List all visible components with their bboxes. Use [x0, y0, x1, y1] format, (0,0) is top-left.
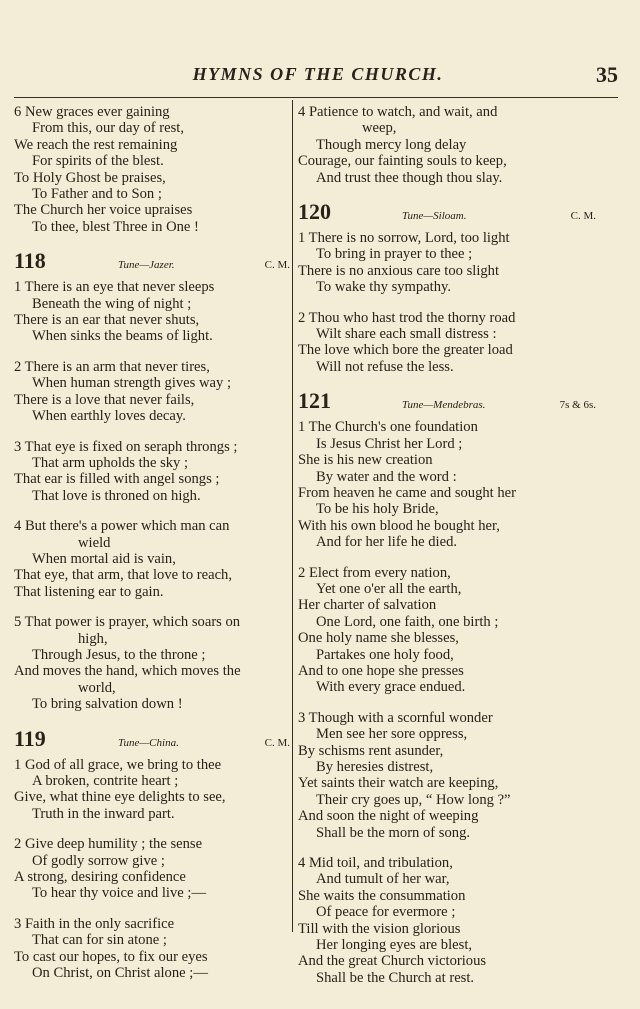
stanza-first-line: 6 New graces ever gaining	[14, 104, 170, 120]
verse-line: world,	[78, 679, 116, 696]
stanza	[14, 916, 290, 982]
verse-line: One Lord, one faith, one birth ;	[316, 613, 499, 630]
stanza-first-line: 4 But there's a power which man can	[14, 518, 230, 535]
verse-line: To cast our hopes, to fix our eyes	[14, 948, 208, 965]
verse-line: And for her life he died.	[316, 534, 458, 551]
verse-line: There is no anxious care too slight	[298, 262, 500, 279]
verse-line: Is Jesus Christ her Lord ;	[316, 435, 463, 452]
verse-line: To Father and to Son ;	[32, 186, 162, 203]
hymn-meter: C. M.	[264, 259, 290, 272]
verse-line: high,	[78, 630, 108, 647]
stanza	[14, 359, 290, 425]
stanza-first-line: 3 Though with a scornful wonder	[298, 709, 493, 726]
stanza	[14, 104, 290, 235]
verse-line: With every grace endued.	[316, 679, 466, 696]
verse-line: When sinks the beams of light.	[32, 328, 213, 345]
column-divider	[292, 100, 293, 932]
verse-line: On Christ, on Christ alone ;—	[32, 965, 208, 982]
left-column	[14, 104, 290, 995]
verse-line: Give, what thine eye delights to see,	[14, 789, 226, 806]
verse-line: Beneath the wing of night ;	[32, 295, 192, 312]
verse-line: To bring in prayer to thee ;	[316, 246, 473, 263]
verse-line: Shall be the Church at rest.	[316, 969, 475, 986]
verse-line: To be his holy Bride,	[316, 501, 439, 518]
verse-line: That ear is filled with angel songs ;	[14, 471, 220, 488]
verse-line: The Church her voice upraises	[14, 202, 193, 219]
right-column	[298, 104, 596, 1000]
verse-line: Men see her sore oppress,	[316, 726, 468, 743]
verse-line: Her longing eyes are blest,	[316, 937, 473, 954]
stanza-first-line: 4 Mid toil, and tribulation,	[298, 855, 453, 872]
verse-line: Their cry goes up, “ How long ?”	[316, 791, 511, 808]
hymn-meter: C. M.	[264, 736, 290, 749]
stanza	[14, 439, 290, 505]
verse-line: And the great Church victorious	[298, 953, 487, 970]
hymn-tune: Tune—Mendebras.	[402, 399, 486, 412]
verse-line: That listening ear to gain.	[14, 583, 164, 600]
verse-line: Yet one o'er all the earth,	[316, 580, 462, 597]
verse-line: Truth in the inward part.	[32, 805, 175, 822]
verse-line: To thee, blest Three in One !	[32, 218, 199, 235]
verse-line: weep,	[362, 120, 397, 137]
stanza-first-line: 5 That power is prayer, which soars on	[14, 614, 241, 631]
stanza	[298, 710, 596, 841]
verse-line: When earthly loves decay.	[32, 408, 186, 425]
verse-line: There is an ear that never shuts,	[14, 312, 200, 329]
verse-line: That can for sin atone ;	[32, 932, 167, 949]
verse-line: She waits the consummation	[298, 887, 466, 904]
stanza	[298, 310, 596, 376]
header-rule	[14, 97, 618, 98]
page-header	[18, 62, 618, 92]
stanza	[14, 279, 290, 345]
stanza-first-line: 1 The Church's one foundation	[298, 419, 478, 436]
hymn-header	[14, 727, 290, 751]
verse-line: That love is throned on high.	[32, 487, 201, 504]
verse-line: Courage, our fainting souls to keep,	[298, 153, 507, 170]
hymn-tune: Tune—Jazer.	[118, 259, 175, 272]
verse-line: From this, our day of rest,	[32, 120, 185, 137]
stanza-first-line: 1 There is no sorrow, Lord, too light	[298, 230, 510, 247]
verse-line: She is his new creation	[298, 452, 433, 469]
verse-line: Wilt share each small distress :	[316, 326, 497, 343]
stanza	[298, 230, 596, 296]
hymn-header	[14, 249, 290, 273]
hymn-header	[298, 389, 596, 413]
stanza	[14, 757, 290, 823]
verse-line: A strong, desiring confidence	[14, 869, 186, 886]
verse-line: Through Jesus, to the throne ;	[32, 646, 206, 663]
stanza-first-line: 2 Elect from every nation,	[298, 564, 451, 581]
page-number: 35	[596, 62, 618, 87]
verse-line: One holy name she blesses,	[298, 630, 459, 647]
verse-line: And trust thee though thou slay.	[316, 169, 503, 186]
verse-line: By schisms rent asunder,	[298, 742, 444, 759]
verse-line: That arm upholds the sky ;	[32, 454, 189, 471]
verse-line: And soon the night of weeping	[298, 808, 479, 825]
stanza	[14, 614, 290, 712]
verse-line: To Holy Ghost be praises,	[14, 169, 166, 186]
verse-line: With his own blood he bought her,	[298, 517, 500, 534]
stanza-first-line: 2 Give deep humility ; the sense	[14, 836, 203, 853]
verse-line: Shall be the morn of song.	[316, 824, 471, 841]
verse-line: When human strength gives way ;	[32, 375, 231, 392]
stanza-first-line: 4 Patience to watch, and wait, and	[298, 104, 498, 120]
stanza-first-line: 2 Thou who hast trod the thorny road	[298, 309, 516, 326]
stanza	[14, 836, 290, 902]
hymn-meter: 7s & 6s.	[559, 399, 596, 412]
hymn-tune: Tune—China.	[118, 736, 179, 749]
verse-line: From heaven he came and sought her	[298, 484, 517, 501]
stanza-first-line: 3 That eye is fixed on seraph throngs ;	[14, 438, 238, 455]
verse-line: Of godly sorrow give ;	[32, 852, 165, 869]
verse-line: And moves the hand, which moves the	[14, 663, 241, 680]
verse-line: Though mercy long delay	[316, 136, 467, 153]
stanza-first-line: 1 There is an eye that never sleeps	[14, 279, 215, 296]
verse-line: By water and the word :	[316, 468, 457, 485]
stanza	[298, 855, 596, 986]
hymn-number: 119	[14, 725, 46, 751]
hymn-meter: C. M.	[570, 210, 596, 223]
verse-line: Will not refuse the less.	[316, 358, 454, 375]
stanza-first-line: 3 Faith in the only sacrifice	[14, 915, 175, 932]
hymn-number: 120	[298, 199, 331, 225]
verse-line: To hear thy voice and live ;—	[32, 885, 207, 902]
verse-line: Till with the vision glorious	[298, 920, 461, 937]
stanza-first-line: 1 God of all grace, we bring to thee	[14, 756, 222, 773]
verse-line: Partakes one holy food,	[316, 646, 454, 663]
verse-line: wield	[78, 534, 111, 551]
verse-line: The love which bore the greater load	[298, 342, 513, 359]
verse-line: When mortal aid is vain,	[32, 550, 176, 567]
hymn-number: 118	[14, 248, 46, 274]
hymn-number: 121	[298, 388, 331, 414]
hymn-header	[298, 200, 596, 224]
verse-line: We reach the rest remaining	[14, 136, 178, 153]
running-title: HYMNS OF THE CHURCH.	[192, 64, 444, 84]
verse-line: And tumult of her war,	[316, 871, 450, 888]
stanza	[298, 419, 596, 550]
verse-line: Yet saints their watch are keeping,	[298, 775, 499, 792]
verse-line: That eye, that arm, that love to reach,	[14, 567, 233, 584]
verse-line: There is a love that never fails,	[14, 391, 195, 408]
stanza	[298, 565, 596, 696]
verse-line: A broken, contrite heart ;	[32, 773, 179, 789]
verse-line: Her charter of salvation	[298, 597, 437, 614]
stanza-first-line: 2 There is an arm that never tires,	[14, 358, 210, 375]
verse-line: For spirits of the blest.	[32, 153, 164, 170]
hymn-tune: Tune—Siloam.	[402, 210, 467, 223]
verse-line: Of peace for evermore ;	[316, 904, 456, 921]
verse-line: And to one hope she presses	[298, 662, 464, 679]
verse-line: By heresies distrest,	[316, 759, 434, 775]
stanza	[298, 104, 596, 186]
stanza	[14, 518, 290, 600]
verse-line: To wake thy sympathy.	[316, 279, 452, 296]
verse-line: To bring salvation down !	[32, 696, 183, 713]
